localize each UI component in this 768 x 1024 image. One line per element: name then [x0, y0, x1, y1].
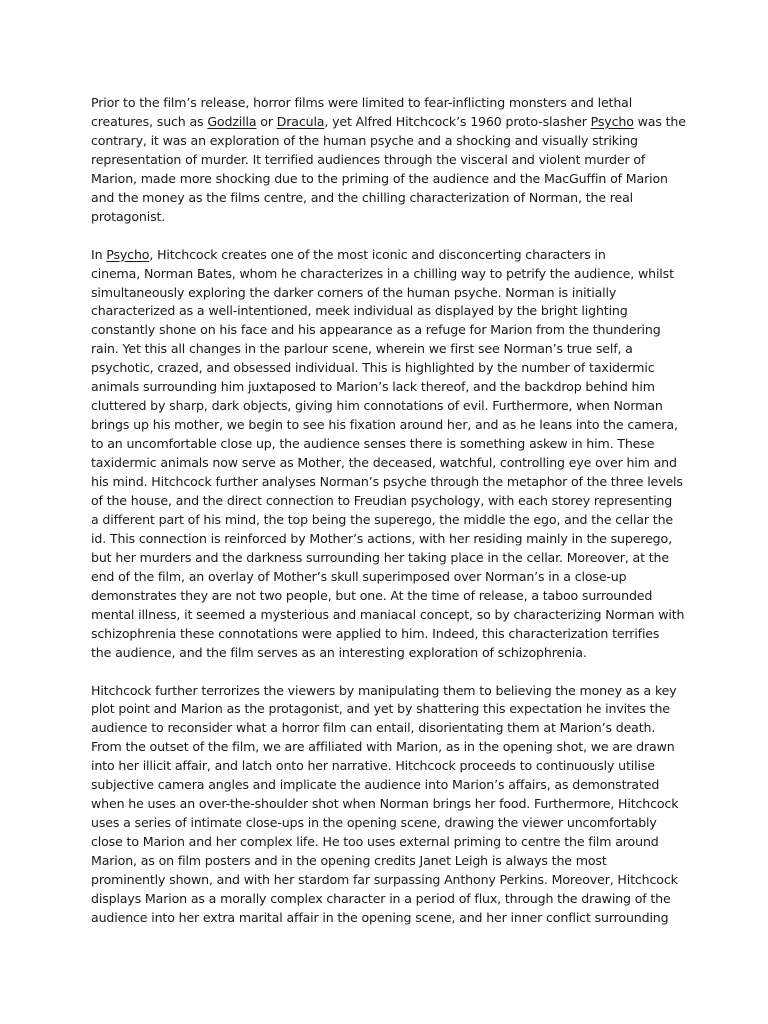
text-run: Marion, as on film posters and in the opening credits Janet Leigh is always the most: [91, 853, 607, 869]
text-line: [91, 265, 691, 284]
text-run: mental illness, it seemed a mysterious and maniacal concept, so by characterizing Norman with: [91, 606, 685, 622]
text-run: rain. Yet this all changes in the parlour scene, wherein we first see Norman’s true self, a: [91, 341, 633, 357]
text-line: [91, 132, 691, 151]
text-run: taxidermic animals now serve as Mother, the deceased, watchful, controlling eye over him and: [91, 455, 677, 471]
text-run: into her illicit affair, and latch onto her narrative. Hitchcock proceeds to continuously utilise: [91, 758, 655, 774]
text-line: [91, 549, 691, 568]
text-run: creatures, such as: [91, 113, 208, 129]
text-line: [91, 852, 691, 871]
text-run: psychotic, crazed, and obsessed individual. This is highlighted by the number of taxidermic: [91, 360, 655, 376]
text-run: a different part of his mind, the top being the superego, the middle the ego, and the cellar the: [91, 511, 674, 527]
text-line: [91, 719, 691, 738]
underlined-title: Dracula: [276, 113, 325, 129]
text-run: id. This connection is reinforced by Mother’s actions, with her residing mainly in the superego,: [91, 530, 672, 546]
text-run: displays Marion as a morally complex character in a period of flux, through the drawing of the: [91, 891, 671, 906]
text-line: [91, 795, 691, 814]
text-run: contrary, it was an exploration of the human psyche and a shocking and visually striking: [91, 132, 638, 148]
text-run: Hitchcock further terrorizes the viewers by manipulating them to believing the money as a key: [91, 682, 677, 698]
text-line: [91, 890, 691, 909]
text-run: plot point and Marion as the protagonist, and yet by shattering this expectation he invites the: [91, 701, 670, 717]
text-line: [91, 625, 691, 644]
text-run: or: [256, 113, 277, 129]
document-body: [91, 94, 691, 947]
text-line: [91, 378, 691, 397]
underlined-title: Psycho: [106, 246, 150, 262]
text-line: [91, 568, 691, 587]
text-line: [91, 302, 691, 321]
text-line: [91, 644, 691, 663]
text-run: of the house, and the direct connection to Freudian psychology, with each storey representing: [91, 493, 673, 508]
text-line: [91, 189, 691, 208]
text-line: [91, 909, 691, 928]
text-line: [91, 587, 691, 606]
text-run: protagonist.: [91, 208, 166, 224]
text-run: was the: [633, 113, 686, 129]
text-run: the audience, and the film serves as an interesting exploration of schizophrenia.: [91, 644, 587, 660]
text-run: From the outset of the film, we are affiliated with Marion, as in the opening shot, we are drawn: [91, 739, 675, 755]
text-run: animals surrounding him juxtaposed to Marion’s lack thereof, and the backdrop behind him: [91, 379, 655, 395]
text-run: demonstrates they are not two people, but one. At the time of release, a taboo surrounded: [91, 587, 653, 603]
text-run: when he uses an over-the-shoulder shot when Norman brings her food. Furthermore, Hitchcock: [91, 796, 679, 812]
paragraph: [91, 682, 691, 928]
text-line: [91, 170, 691, 189]
text-line: [91, 151, 691, 170]
text-run: constantly shone on his face and his appearance as a refuge for Marion from the thundering: [91, 322, 661, 338]
text-line: [91, 340, 691, 359]
text-run: representation of murder. It terrified audiences through the visceral and violent murder of: [91, 151, 646, 167]
text-line: [91, 814, 691, 833]
text-run: and the money as the films centre, and the chilling characterization of Norman, the real: [91, 189, 634, 205]
text-line: [91, 359, 691, 378]
text-line: [91, 435, 691, 454]
text-run: schizophrenia these connotations were applied to him. Indeed, this characterization terrifies: [91, 625, 660, 641]
text-line: [91, 397, 691, 416]
paragraph: [91, 94, 691, 227]
text-line: [91, 606, 691, 625]
text-line: [91, 530, 691, 549]
text-line: [91, 511, 691, 530]
text-line: [91, 246, 691, 265]
text-run: characterized as a well-intentioned, meek individual as displayed by the bright lighting: [91, 303, 628, 319]
text-run: simultaneously exploring the darker corners of the human psyche. Norman is initially: [91, 284, 617, 300]
text-line: [91, 208, 691, 227]
text-run: audience to reconsider what a horror film can entail, disorientating them at Marion’s death.: [91, 720, 656, 736]
text-run: audience into her extra marital affair in the opening scene, and her inner conflict surrounding: [91, 909, 669, 925]
text-run: In: [91, 246, 107, 262]
text-line: [91, 492, 691, 511]
text-line: [91, 473, 691, 492]
text-line: [91, 454, 691, 473]
text-run: , yet Alfred Hitchcock’s 1960 proto-slasher: [324, 113, 591, 129]
text-line: [91, 700, 691, 719]
text-line: [91, 94, 691, 113]
text-line: [91, 776, 691, 795]
text-line: [91, 113, 691, 132]
text-run: to an uncomfortable close up, the audience senses there is something askew in him. These: [91, 436, 655, 452]
text-run: subjective camera angles and implicate the audience into Marion’s affairs, as demonstrated: [91, 777, 660, 793]
text-line: [91, 416, 691, 435]
text-run: close to Marion and her complex life. He too uses external priming to centre the film around: [91, 834, 659, 850]
text-run: but her murders and the darkness surrounding her taking place in the cellar. Moreover, at the: [91, 549, 669, 565]
text-run: end of the film, an overlay of Mother’s skull superimposed over Norman’s in a close-up: [91, 568, 627, 584]
text-line: [91, 871, 691, 890]
text-run: cluttered by sharp, dark objects, giving him connotations of evil. Furthermore, when Norman: [91, 398, 663, 414]
text-run: Prior to the film’s release, horror films were limited to fear-inflicting monsters and lethal: [91, 95, 633, 110]
text-line: [91, 833, 691, 852]
paragraph: [91, 246, 691, 663]
text-run: his mind. Hitchcock further analyses Norman’s psyche through the metaphor of the three levels: [91, 474, 683, 490]
text-run: uses a series of intimate close-ups in the opening scene, drawing the viewer uncomfortably: [91, 815, 657, 831]
text-line: [91, 682, 691, 701]
text-line: [91, 321, 691, 340]
text-line: [91, 757, 691, 776]
text-run: cinema, Norman Bates, whom he characterizes in a chilling way to petrify the audience, whilst: [91, 265, 674, 281]
text-run: , Hitchcock creates one of the most iconic and disconcerting characters in: [149, 246, 606, 262]
underlined-title: Psycho: [590, 113, 634, 129]
text-run: prominently shown, and with her stardom far surpassing Anthony Perkins. Moreover, Hitchcock: [91, 872, 678, 888]
text-run: Marion, made more shocking due to the priming of the audience and the MacGuffin of Marion: [91, 170, 668, 186]
text-run: brings up his mother, we begin to see his fixation around her, and as he leans into the camera,: [91, 417, 678, 433]
text-line: [91, 738, 691, 757]
text-line: [91, 284, 691, 303]
underlined-title: Godzilla: [207, 113, 257, 129]
